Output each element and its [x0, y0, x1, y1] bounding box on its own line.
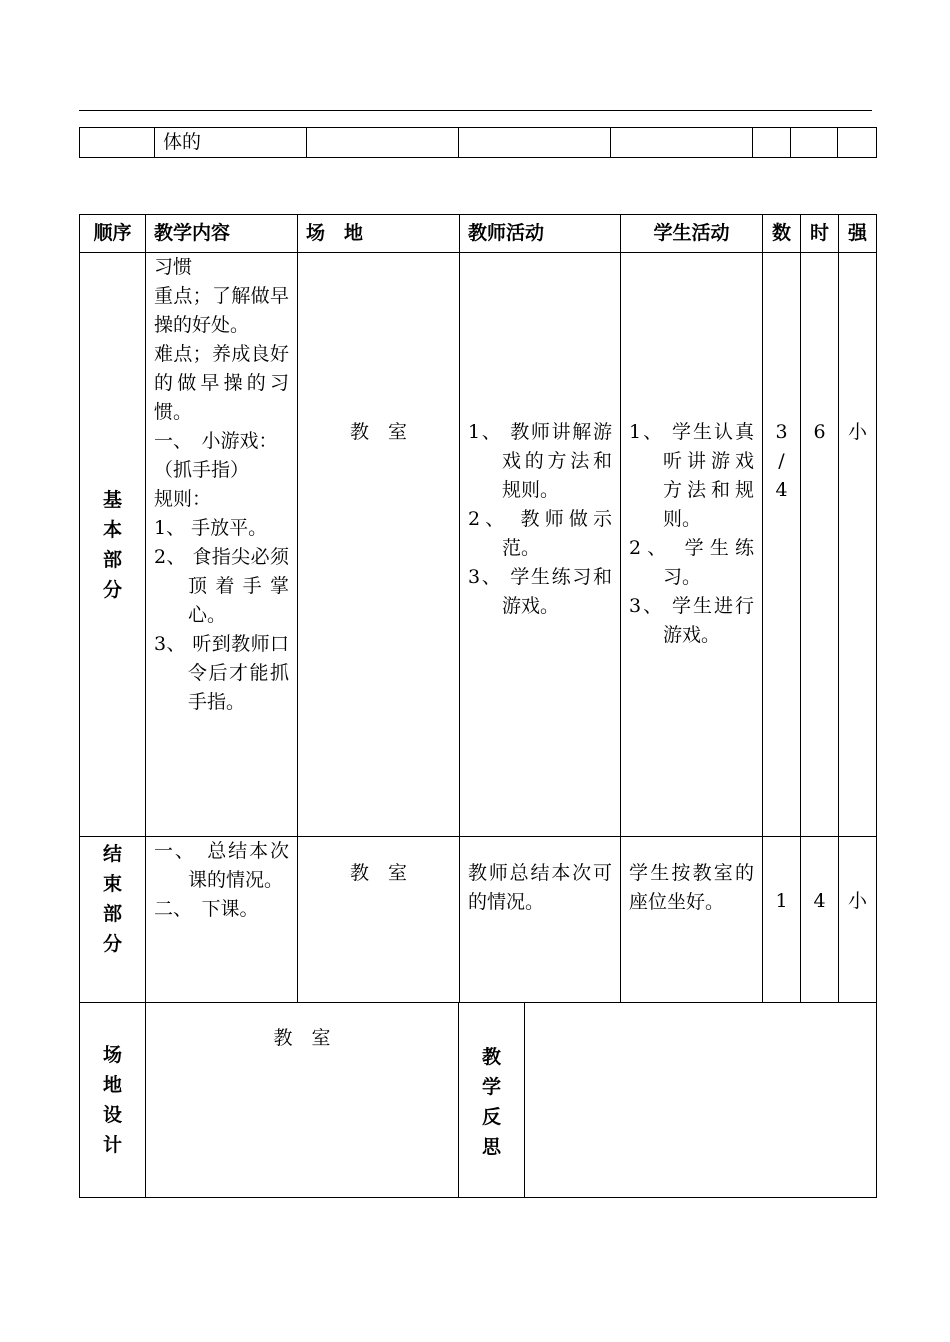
basic-venue: 教 室 [298, 253, 460, 837]
list-item: 1、 学生认真听讲游戏方法和规则。 [629, 421, 754, 530]
game-name: （抓手指） [154, 459, 250, 481]
col-content: 教学内容 [146, 215, 298, 253]
basic-section-label: 基 本 部 分 [80, 253, 146, 837]
list-item: 1、 手放平。 [154, 517, 268, 539]
closing-content [146, 837, 298, 1003]
rules-label: 规则： [154, 488, 212, 510]
cell-empty [80, 128, 155, 158]
design-label: 场 地 设 计 [80, 1002, 146, 1198]
basic-student [621, 253, 763, 837]
closing-section-label: 结 束 部 分 [80, 837, 146, 1003]
closing-count: 1 [763, 837, 801, 1003]
col-venue: 场 地 [298, 215, 460, 253]
game-item: 一、 小游戏： [154, 430, 278, 452]
continuation-table [79, 127, 877, 158]
list-item: 一、 总结本次课的情况。 [154, 840, 289, 891]
col-intensity: 强 [839, 215, 877, 253]
continuation-text: 体的 [155, 128, 307, 158]
reflection-content [525, 1002, 877, 1198]
closing-intensity: 小 [839, 837, 877, 1003]
closing-student: 学生按教室的座位坐好。 [621, 837, 763, 1003]
design-content: 教 室 [146, 1002, 459, 1198]
col-time: 时 [801, 215, 839, 253]
col-order: 顺序 [80, 215, 146, 253]
design-table [79, 1002, 877, 1198]
lesson-plan-table [79, 214, 877, 1003]
col-student: 学生活动 [621, 215, 763, 253]
closing-venue: 教 室 [298, 837, 460, 1003]
basic-time: 6 [801, 253, 839, 837]
closing-section-row [80, 837, 877, 1003]
list-item: 2、 学生练习。 [629, 537, 754, 588]
header-rule [79, 110, 872, 111]
basic-intensity: 小 [839, 253, 877, 837]
closing-teacher: 教师总结本次可的情况。 [460, 837, 621, 1003]
basic-count: 3 / 4 [763, 253, 801, 837]
list-item: 2、 食指尖必须顶着手掌心。 [154, 546, 289, 626]
basic-section-row [80, 253, 877, 837]
basic-content: 习惯 重点；了解做早操的好处。 难点；养成良好的做早操的习惯。 一、 小游戏： （抓手指） 规则： 1、 手放平。 2、 食指尖必须顶着手掌心。 3、 听到教师口令后才能抓手指。 [146, 253, 298, 837]
list-item: 3、 听到教师口令后才能抓手指。 [154, 633, 289, 713]
reflection-label: 教 学 反 思 [459, 1002, 525, 1198]
list-item: 3、 学生练习和游戏。 [468, 566, 612, 617]
header-row [80, 215, 877, 253]
list-item: 二、 下课。 [154, 898, 259, 920]
list-item: 1、 教师讲解游戏的方法和规则。 [468, 421, 612, 501]
list-item: 3、 学生进行游戏。 [629, 595, 754, 646]
col-count: 数 [763, 215, 801, 253]
rules-list [154, 514, 289, 717]
closing-time: 4 [801, 837, 839, 1003]
basic-teacher [460, 253, 621, 837]
list-item: 2、 教师做示范。 [468, 508, 612, 559]
col-teacher: 教师活动 [460, 215, 621, 253]
